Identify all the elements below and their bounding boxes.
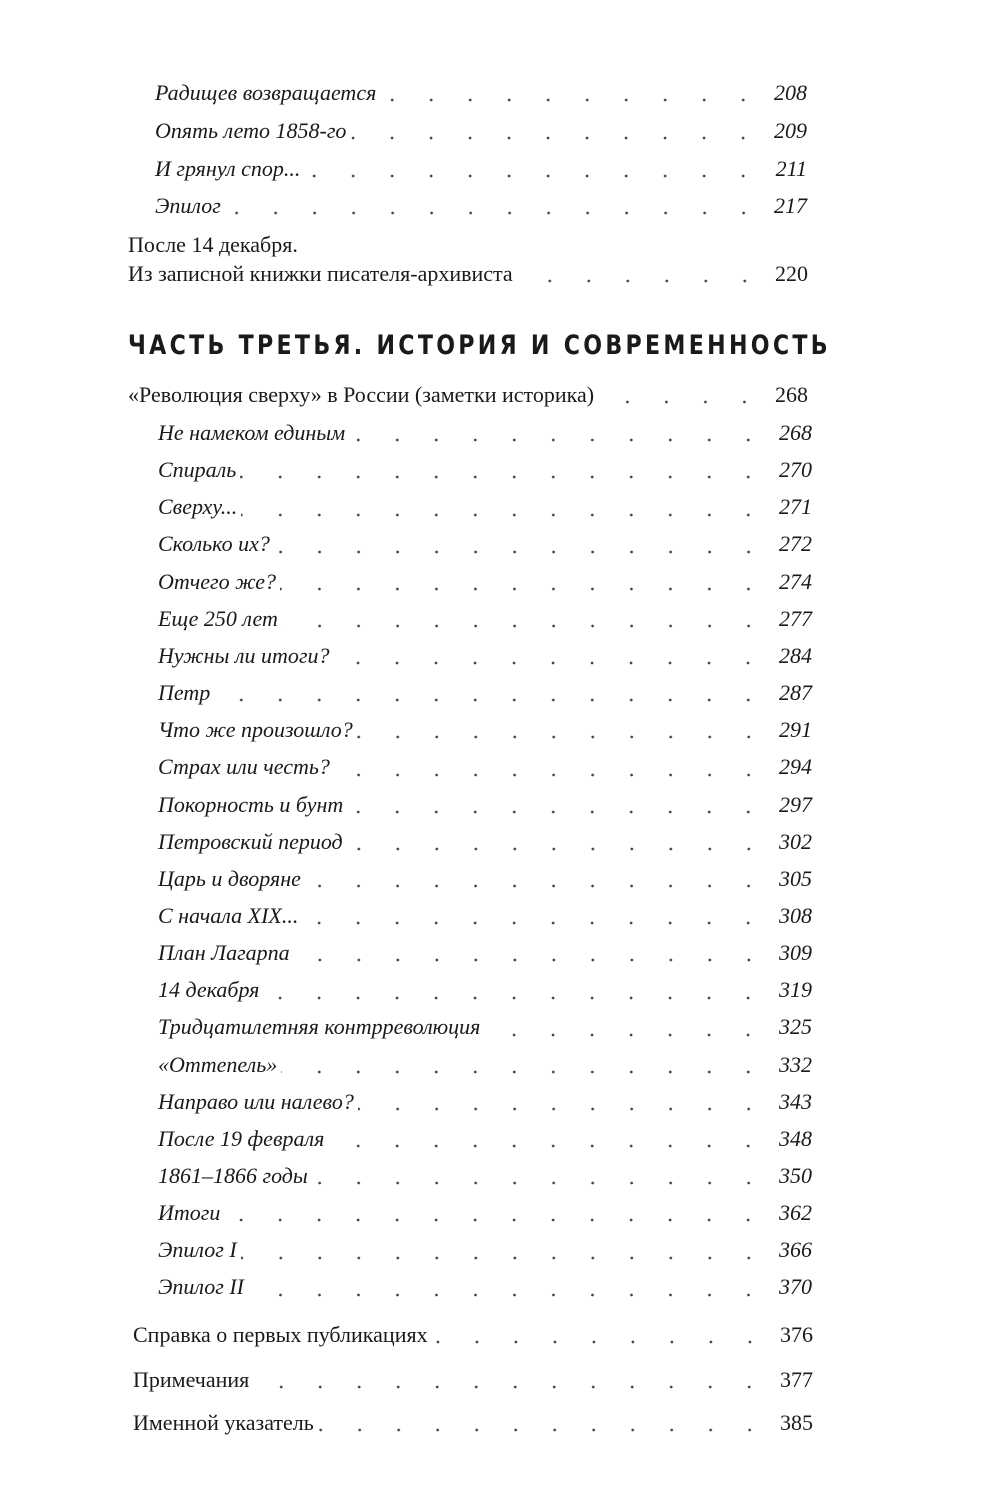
toc-entry-page: 284 bbox=[779, 642, 812, 668]
toc-entry[interactable] bbox=[158, 1124, 812, 1152]
toc-entry-title: Именной указатель bbox=[133, 1410, 314, 1435]
toc-entry-page: 274 bbox=[779, 568, 812, 594]
dot-leader bbox=[357, 718, 768, 740]
toc-entry-title: 14 декабря bbox=[158, 977, 260, 1003]
toc-entry-page: 362 bbox=[779, 1200, 812, 1226]
toc-entry-title: «Революция сверху» в России (заметки историка) bbox=[128, 382, 595, 407]
toc-entry-title: Страх или честь? bbox=[158, 754, 330, 780]
toc-entry-page: 272 bbox=[779, 531, 812, 557]
toc-entry-page: 209 bbox=[774, 118, 807, 143]
toc-entry-page: 319 bbox=[779, 977, 812, 1003]
toc-entry[interactable] bbox=[158, 1161, 812, 1189]
dot-leader bbox=[241, 1239, 768, 1261]
toc-entry-page: 325 bbox=[779, 1014, 812, 1040]
toc-entry[interactable] bbox=[158, 790, 812, 818]
toc-entry-page: 217 bbox=[774, 193, 807, 218]
dot-leader bbox=[274, 533, 768, 555]
toc-entry[interactable] bbox=[158, 1235, 812, 1263]
dot-leader bbox=[312, 1164, 768, 1186]
toc-entry-title: Из записной книжки писателя-архивиста bbox=[128, 261, 513, 286]
toc-entry-page: 343 bbox=[779, 1088, 812, 1114]
toc-entry[interactable] bbox=[155, 154, 807, 182]
toc-entry-title: Еще 250 лет bbox=[158, 605, 278, 631]
toc-entry[interactable] bbox=[158, 1050, 812, 1078]
dot-leader bbox=[347, 793, 768, 815]
toc-entry[interactable] bbox=[158, 938, 812, 966]
toc-entry-page: 385 bbox=[780, 1410, 813, 1435]
toc-entry-title: Справка о первых публикациях bbox=[133, 1322, 428, 1347]
toc-entry-page: 305 bbox=[779, 865, 812, 891]
dot-leader bbox=[225, 194, 763, 216]
toc-entry-page: 350 bbox=[779, 1163, 812, 1188]
dot-leader bbox=[241, 496, 768, 518]
toc-entry-title: Эпилог bbox=[155, 193, 221, 218]
toc-entry[interactable] bbox=[155, 78, 807, 106]
dot-leader bbox=[248, 1276, 768, 1298]
toc-entry[interactable] bbox=[133, 1408, 813, 1436]
toc-entry[interactable] bbox=[158, 418, 812, 446]
dot-leader bbox=[598, 383, 764, 405]
toc-entry-title: План Лагарпа bbox=[158, 940, 290, 966]
dot-leader bbox=[349, 421, 768, 443]
toc-entry[interactable] bbox=[158, 678, 812, 706]
toc-entry[interactable] bbox=[158, 1012, 812, 1040]
toc-entry-page: 370 bbox=[779, 1274, 812, 1300]
toc-entry-page: 309 bbox=[779, 940, 812, 966]
dot-leader bbox=[484, 1016, 768, 1038]
dot-leader bbox=[294, 941, 768, 963]
toc-entry[interactable] bbox=[158, 752, 812, 780]
toc-entry-page: 302 bbox=[779, 828, 812, 854]
toc-entry[interactable] bbox=[158, 901, 812, 929]
toc-entry-title: Итоги bbox=[158, 1200, 221, 1226]
toc-entry-page: 211 bbox=[775, 156, 807, 181]
toc-entry-title: Радищев возвращается bbox=[155, 80, 377, 105]
toc-entry[interactable] bbox=[158, 641, 812, 669]
dot-leader bbox=[214, 681, 768, 703]
toc-entry-title: Царь и дворяне bbox=[158, 865, 301, 891]
dot-leader bbox=[333, 644, 768, 666]
toc-entry-page: 287 bbox=[779, 680, 812, 706]
toc-entry[interactable] bbox=[158, 455, 812, 483]
dot-leader bbox=[305, 867, 768, 889]
toc-entry[interactable] bbox=[133, 1320, 813, 1348]
toc-entry-title: Отчего же? bbox=[158, 568, 277, 594]
toc-entry-title: Тридцатилетняя контрреволюция bbox=[158, 1014, 481, 1040]
toc-entry[interactable] bbox=[158, 604, 812, 632]
toc-entry-title: «Оттепель» bbox=[158, 1051, 278, 1077]
toc-entry-title: И грянул спор... bbox=[155, 156, 301, 181]
toc-entry-title: Покорность и бунт bbox=[158, 791, 344, 817]
toc-entry-page: 268 bbox=[779, 420, 812, 445]
toc-entry-page: 377 bbox=[780, 1367, 813, 1392]
dot-leader bbox=[517, 262, 764, 284]
toc-entry-title: Что же произошло? bbox=[158, 717, 353, 743]
dot-leader bbox=[318, 1411, 769, 1433]
toc-entry-title: Эпилог I bbox=[158, 1237, 237, 1263]
dot-leader bbox=[358, 1090, 768, 1112]
toc-entry[interactable] bbox=[158, 715, 812, 743]
dot-leader bbox=[253, 1368, 769, 1390]
dot-leader bbox=[304, 157, 763, 179]
dot-leader bbox=[432, 1323, 769, 1345]
toc-entry-title: Петровский период bbox=[158, 828, 343, 854]
toc-entry-title-line1: После 14 декабря. bbox=[128, 232, 298, 257]
dot-leader bbox=[380, 81, 763, 103]
toc-entry-title: Сколько их? bbox=[158, 531, 270, 557]
toc-entry[interactable] bbox=[158, 1272, 812, 1300]
dot-leader bbox=[350, 119, 763, 141]
toc-entry-page: 376 bbox=[780, 1322, 813, 1347]
toc-entry-page: 332 bbox=[779, 1051, 812, 1077]
toc-entry-page: 366 bbox=[779, 1237, 812, 1263]
toc-entry[interactable] bbox=[158, 975, 812, 1003]
toc-entry-title: Не намеком единым bbox=[158, 420, 346, 445]
toc-entry[interactable] bbox=[155, 116, 807, 144]
toc-entry-page: 294 bbox=[779, 754, 812, 780]
dot-leader bbox=[334, 756, 768, 778]
dot-leader bbox=[282, 607, 768, 629]
toc-entry-page: 220 bbox=[775, 261, 808, 286]
toc-entry-page: 297 bbox=[779, 791, 812, 817]
toc-entry-title: 1861–1866 годы bbox=[158, 1163, 308, 1188]
toc-entry-page: 270 bbox=[779, 457, 812, 483]
dot-leader bbox=[302, 904, 768, 926]
toc-entry-title: Сверху... bbox=[158, 494, 238, 520]
dot-leader bbox=[280, 570, 768, 592]
toc-entry-title: Нужны ли итоги? bbox=[158, 642, 330, 668]
toc-entry-page: 291 bbox=[779, 717, 812, 743]
toc-entry-title: С начала XIX... bbox=[158, 902, 299, 928]
toc-entry[interactable] bbox=[133, 1365, 813, 1393]
dot-leader bbox=[281, 1053, 768, 1075]
toc-entry[interactable] bbox=[128, 380, 808, 408]
toc-entry[interactable] bbox=[158, 492, 812, 520]
toc-entry[interactable] bbox=[158, 529, 812, 557]
dot-leader bbox=[347, 830, 768, 852]
dot-leader bbox=[328, 1127, 768, 1149]
toc-entry[interactable] bbox=[158, 1198, 812, 1226]
toc-entry-page: 277 bbox=[779, 605, 812, 631]
toc-entry-title: Опять лето 1858-го bbox=[155, 118, 347, 143]
toc-entry-page: 308 bbox=[779, 902, 812, 928]
dot-leader bbox=[263, 979, 768, 1001]
toc-entry-title: Направо или налево? bbox=[158, 1088, 354, 1114]
toc-entry[interactable] bbox=[158, 1087, 812, 1115]
dot-leader bbox=[240, 458, 768, 480]
toc-entry-page: 208 bbox=[774, 80, 807, 105]
toc-entry-title: Спираль bbox=[158, 457, 237, 483]
toc-entry-title: Примечания bbox=[133, 1367, 250, 1392]
toc-entry-page: 268 bbox=[775, 382, 808, 407]
toc-entry[interactable] bbox=[155, 191, 807, 219]
toc-entry-title: Эпилог II bbox=[158, 1274, 245, 1300]
part-heading: ЧАСТЬ ТРЕТЬЯ. ИСТОРИЯ И СОВРЕМЕННОСТЬ bbox=[128, 330, 831, 361]
toc-entry-title: Петр bbox=[158, 680, 211, 706]
toc-entry[interactable] bbox=[128, 259, 808, 287]
toc-entry-page: 348 bbox=[779, 1125, 812, 1151]
toc-entry-page: 271 bbox=[779, 494, 812, 520]
toc-entry-title: После 19 февраля bbox=[158, 1125, 325, 1151]
toc-entry[interactable] bbox=[158, 827, 812, 855]
toc-entry[interactable] bbox=[158, 567, 812, 595]
dot-leader bbox=[224, 1201, 768, 1223]
toc-entry[interactable] bbox=[158, 864, 812, 892]
